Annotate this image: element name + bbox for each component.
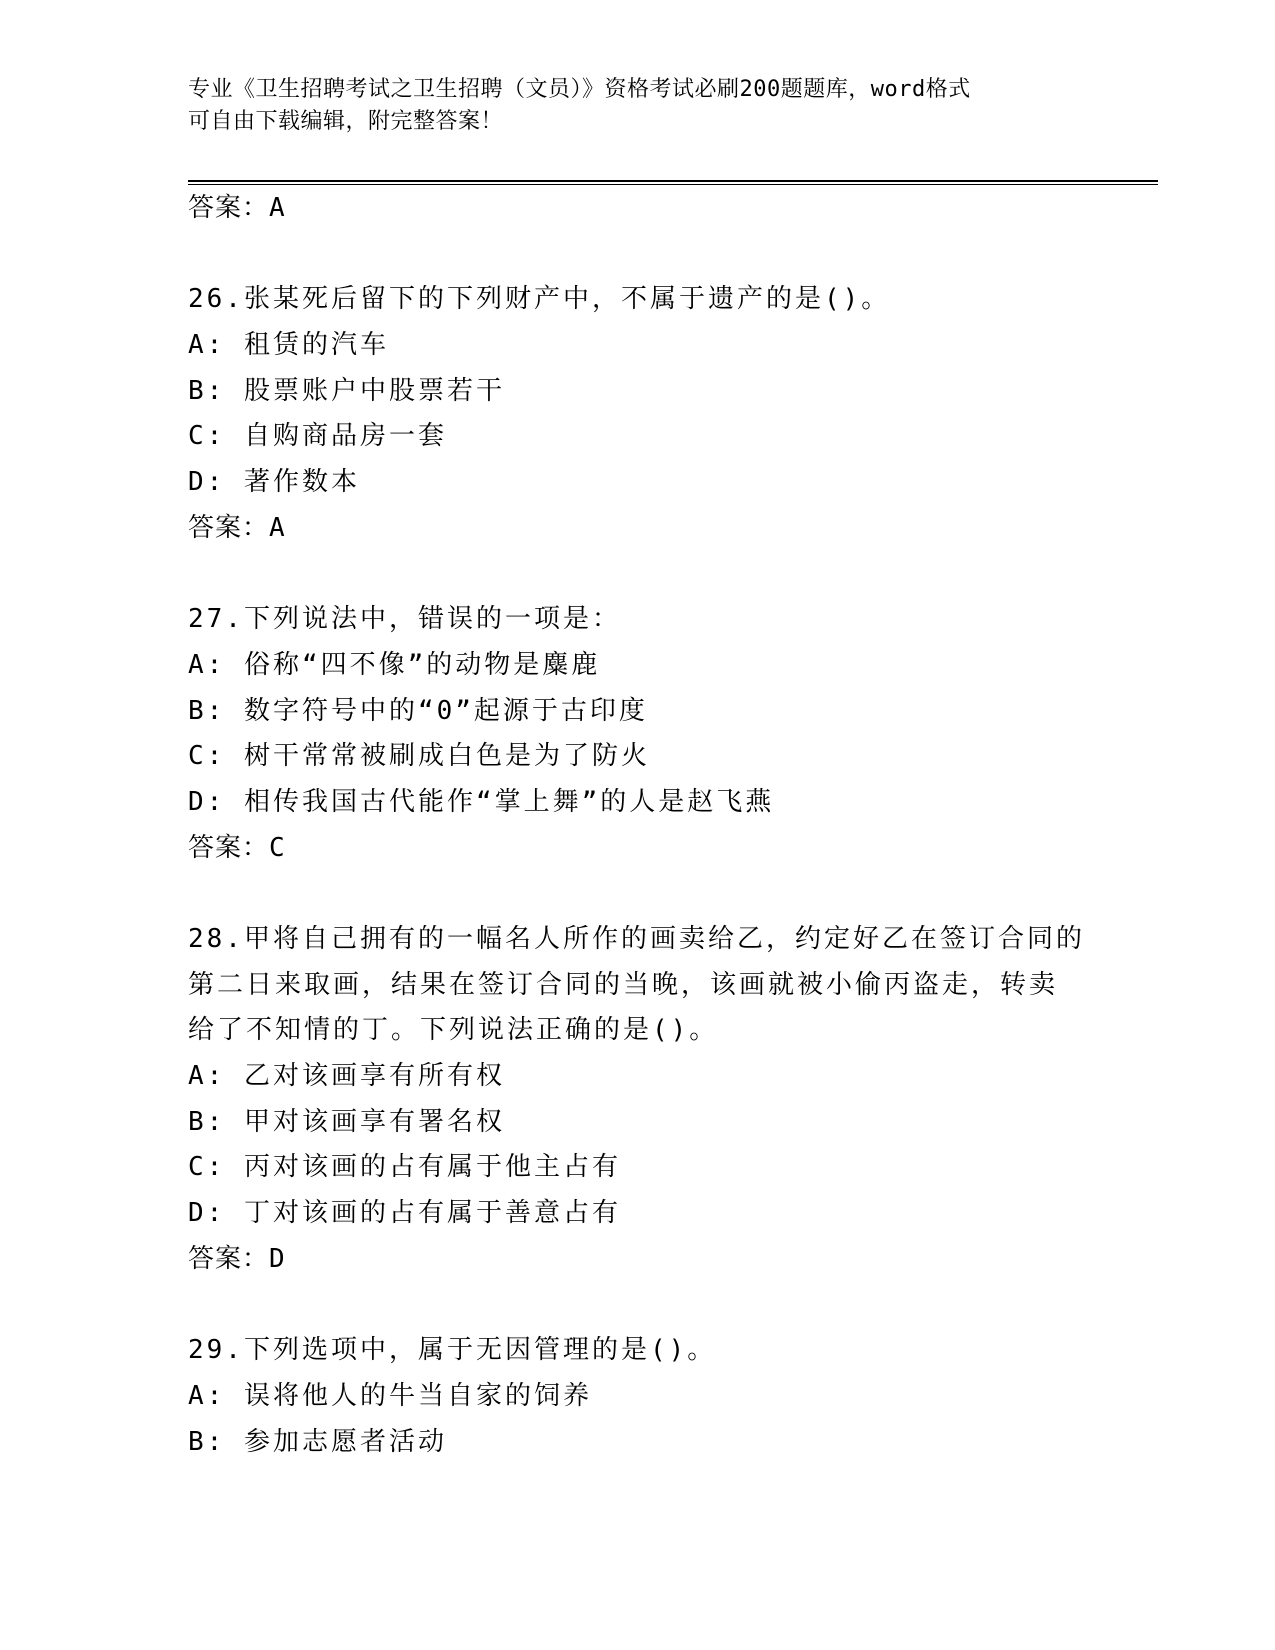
- question-28: [188, 917, 1158, 1283]
- option-b: B: 股票账户中股票若干: [188, 375, 505, 406]
- header-line-1: 专业《卫生招聘考试之卫生招聘（文员）》资格考试必刷200题题库，word格式: [188, 77, 971, 102]
- header-line-2: 可自由下载编辑，附完整答案！: [188, 109, 504, 134]
- document-page: [188, 0, 1158, 1650]
- spacer: [188, 552, 1158, 598]
- option-d: D: 丁对该画的占有属于善意占有: [188, 1198, 621, 1229]
- question-26: [188, 277, 1158, 551]
- option-c: C: 自购商品房一套: [188, 421, 447, 452]
- option-d: D: 相传我国古代能作“掌上舞”的人是赵飞燕: [188, 786, 775, 817]
- option-c: C: 丙对该画的占有属于他主占有: [188, 1152, 621, 1183]
- spacer: [188, 871, 1158, 917]
- answer-line: 答案：D: [188, 1243, 286, 1274]
- question-29: [188, 1328, 1158, 1465]
- option-a: A: 乙对该画享有所有权: [188, 1061, 505, 1092]
- question-stem-line-1: 28.甲将自己拥有的一幅名人所作的画卖给乙，约定好乙在签订合同的: [188, 924, 1085, 954]
- option-c: C: 树干常常被刷成白色是为了防火: [188, 741, 650, 772]
- option-a: A: 俗称“四不像”的动物是麋鹿: [188, 649, 601, 680]
- question-stem: 29.下列选项中，属于无因管理的是()。: [188, 1335, 717, 1366]
- spacer: [188, 232, 1158, 278]
- header-divider: [188, 180, 1158, 185]
- answer-line: 答案：A: [188, 193, 286, 223]
- option-d: D: 著作数本: [188, 467, 360, 498]
- question-list: [188, 186, 1158, 1465]
- option-a: A: 误将他人的牛当自家的饲养: [188, 1380, 592, 1411]
- option-b: B: 数字符号中的“0”起源于古印度: [188, 695, 648, 726]
- answer-line: 答案：A: [188, 512, 286, 543]
- spacer: [188, 1283, 1158, 1329]
- answer-line: 答案：C: [188, 832, 286, 863]
- option-a: A: 租赁的汽车: [188, 330, 389, 361]
- question-27: [188, 597, 1158, 871]
- option-b: B: 参加志愿者活动: [188, 1426, 447, 1457]
- page-header: [188, 74, 1088, 138]
- question-stem: 27.下列说法中，错误的一项是：: [188, 604, 621, 635]
- question-stem: 26.张某死后留下的下列财产中，不属于遗产的是()。: [188, 284, 891, 315]
- question-stem-line-2: 第二日来取画，结果在签订合同的当晚，该画就被小偷丙盗走，转卖: [188, 969, 1059, 1000]
- question-stem-line-3: 给了不知情的丁。下列说法正确的是()。: [188, 1015, 719, 1046]
- option-b: B: 甲对该画享有署名权: [188, 1106, 505, 1137]
